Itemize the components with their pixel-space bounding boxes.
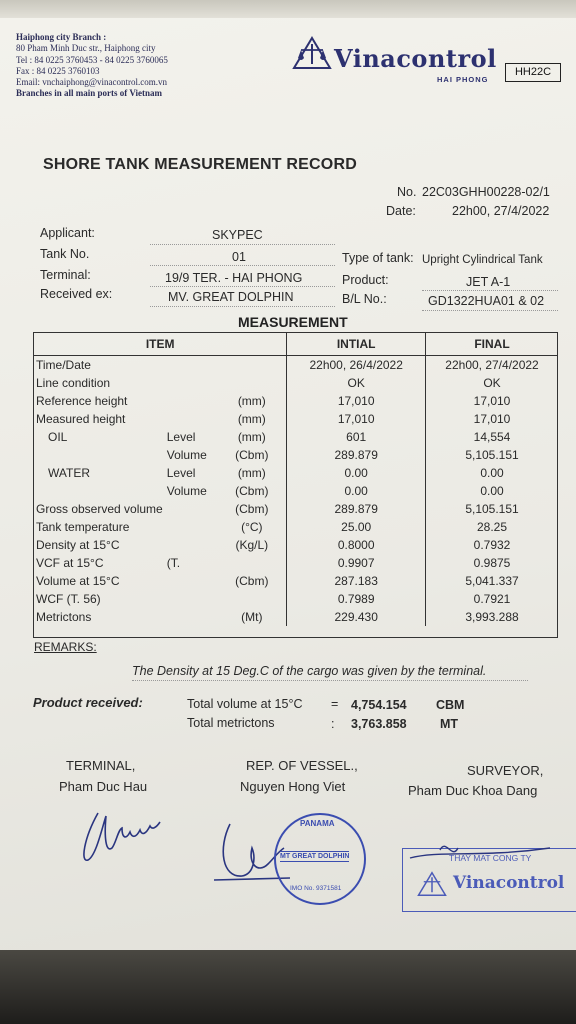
document-page [0, 18, 576, 956]
table-cell-subitem: Volume [166, 448, 207, 462]
table-cell-item: Volume at 15°C [36, 574, 120, 588]
table-cell-unit: (mm) [237, 466, 266, 480]
table-cell-initial: 25.00 [287, 518, 426, 536]
table-cell-subitem [165, 608, 218, 626]
table-cell-initial: 289.879 [287, 500, 426, 518]
total-volume-label: Total volume at 15°C [187, 697, 303, 711]
table-cell-final: 17,010 [426, 410, 558, 428]
total-mt-label: Total metrictons [187, 716, 275, 730]
table-cell-initial: 287.183 [287, 572, 426, 590]
vessel-stamp-top: PANAMA [300, 819, 335, 828]
table-cell-unit: (°C) [241, 520, 263, 534]
table-cell-final: 5,105.151 [426, 500, 558, 518]
branch-title: Haiphong city Branch : [16, 32, 107, 42]
table-cell-initial: 0.9907 [287, 554, 426, 572]
table-cell-item: Density at 15°C [36, 538, 120, 552]
total-mt-unit: MT [440, 717, 459, 731]
table-cell-subitem: (T. [166, 556, 181, 570]
branch-info [16, 32, 168, 100]
table-cell-subitem [165, 518, 218, 536]
table-cell-unit: (mm) [237, 430, 266, 444]
dotted-line [150, 286, 335, 287]
table-cell-subitem [165, 410, 218, 428]
table-cell-final: 5,041.337 [426, 572, 558, 590]
table-cell-initial: 17,010 [287, 410, 426, 428]
branch-network: Branches in all main ports of Vietnam [16, 88, 163, 99]
table-row [34, 446, 558, 464]
surveyor-role: SURVEYOR, [467, 763, 544, 778]
dotted-line [422, 310, 558, 311]
table-cell-subitem [165, 500, 218, 518]
doc-date-label: Date: [386, 204, 416, 218]
table-cell-item: Time/Date [36, 358, 91, 372]
table-cell-subitem: Level [166, 466, 196, 480]
table-cell-initial: 289.879 [287, 446, 426, 464]
surveyor-signer-name: Pham Duc Khoa Dang [408, 783, 538, 798]
table-cell-unit: (mm) [237, 412, 266, 426]
terminal-role: TERMINAL, [66, 758, 136, 773]
tank-label: Tank No. [40, 247, 90, 261]
table-cell-unit [217, 554, 287, 572]
terminal-signature [76, 808, 166, 873]
table-cell-item [34, 446, 165, 464]
table-cell-final: 0.00 [426, 464, 558, 482]
tank-type-value: Upright Cylindrical Tank [422, 254, 543, 266]
table-cell-item: OIL [48, 430, 68, 444]
company-logo-subtitle: HAI PHONG [437, 75, 489, 84]
surveyor-stamp-logo: Vinacontrol [453, 873, 565, 893]
terminal-value: 19/9 TER. - HAI PHONG [165, 271, 303, 285]
dotted-line [150, 306, 335, 307]
table-cell-initial: 0.00 [287, 482, 426, 500]
table-cell-initial: 229.430 [287, 608, 426, 626]
col-header-initial: INTIAL [287, 333, 426, 356]
table-cell-final: 17,010 [426, 392, 558, 410]
table-cell-unit: (Cbm) [235, 484, 269, 498]
dotted-line [150, 265, 335, 266]
table-row [34, 536, 558, 554]
table-row [34, 428, 558, 446]
table-cell-initial: OK [287, 374, 426, 392]
tank-type-label: Type of tank: [342, 251, 414, 265]
table-cell-unit [217, 374, 287, 392]
branch-email: Email: vnchaiphong@vinacontrol.com.vn [16, 77, 168, 88]
table-cell-unit: (Mt) [241, 610, 263, 624]
dotted-line [132, 680, 528, 681]
table-cell-item: Tank temperature [36, 520, 130, 534]
table-cell-subitem [165, 374, 218, 392]
document-title: SHORE TANK MEASUREMENT RECORD [43, 156, 357, 173]
remarks-label: REMARKS: [34, 640, 97, 654]
product-received-label: Product received: [33, 695, 143, 710]
table-cell-final: OK [426, 374, 558, 392]
table-cell-unit: (Cbm) [235, 502, 269, 516]
table-cell-final: 0.7921 [426, 590, 558, 608]
vessel-signer-name: Nguyen Hong Viet [240, 779, 346, 794]
table-row [34, 464, 558, 482]
total-volume-unit: CBM [436, 698, 465, 712]
remarks-text: The Density at 15 Deg.C of the cargo was given by the terminal. [132, 664, 487, 678]
total-mt-value: 3,763.858 [351, 717, 407, 731]
table-cell-subitem [165, 572, 218, 590]
table-cell-final: 14,554 [426, 428, 558, 446]
table-cell-final: 0.00 [426, 482, 558, 500]
table-cell-final: 3,993.288 [426, 608, 558, 626]
table-cell-final: 22h00, 27/4/2022 [426, 356, 558, 375]
surveyor-signature [400, 788, 560, 873]
bl-label: B/L No.: [342, 292, 387, 306]
table-cell-subitem: Volume [166, 484, 207, 498]
table-cell-initial: 0.7989 [287, 590, 426, 608]
table-row [34, 554, 558, 572]
product-value: JET A-1 [466, 275, 511, 289]
bl-value: GD1322HUA01 & 02 [428, 294, 545, 308]
table-cell-unit [217, 590, 287, 608]
background-floor [0, 950, 576, 1024]
table-cell-final: 28.25 [426, 518, 558, 536]
surveyor-stamp-top: THAY MAT CONG TY [449, 853, 532, 863]
received-label: Received ex: [40, 287, 113, 301]
doc-number-label: No. [397, 185, 417, 199]
table-cell-item: Reference height [36, 394, 128, 408]
table-cell-final: 5,105.151 [426, 446, 558, 464]
table-cell-subitem [165, 536, 218, 554]
table-row [34, 608, 558, 626]
terminal-signer-name: Pham Duc Hau [59, 779, 148, 794]
received-value: MV. GREAT DOLPHIN [168, 290, 294, 304]
table-cell-item: WCF (T. 56) [36, 592, 101, 606]
table-cell-initial: 601 [287, 428, 426, 446]
table-cell-initial: 22h00, 26/4/2022 [287, 356, 426, 375]
table-cell-initial: 0.00 [287, 464, 426, 482]
dotted-line [150, 244, 335, 245]
equals-sign: = [331, 697, 339, 711]
branch-tel: Tel : 84 0225 3760453 - 84 0225 3760065 [16, 54, 168, 65]
table-row [34, 374, 558, 392]
table-cell-initial: 0.8000 [287, 536, 426, 554]
table-row [34, 518, 558, 536]
table-cell-subitem [165, 356, 218, 375]
table-cell-unit: (Cbm) [235, 448, 269, 462]
table-cell-item: Gross observed volume [36, 502, 163, 516]
vessel-stamp-imo: IMO No. 9371581 [290, 885, 342, 892]
measurement-rows [34, 356, 558, 627]
branch-address: 80 Pham Minh Duc str., Haiphong city [16, 43, 156, 54]
scales-icon [292, 36, 332, 75]
table-row [34, 410, 558, 428]
col-header-item: ITEM [34, 333, 287, 356]
doc-number-value: 22C03GHH00228-02/1 [422, 185, 550, 199]
table-row [34, 500, 558, 518]
terminal-label: Terminal: [40, 268, 91, 282]
tank-value: 01 [232, 250, 246, 264]
company-logo-text: Vinacontrol [334, 44, 497, 73]
table-cell-subitem [165, 590, 218, 608]
table-cell-item: Metrictons [36, 610, 92, 624]
table-row [34, 572, 558, 590]
table-cell-item: VCF at 15°C [36, 556, 104, 570]
table-cell-unit: (Cbm) [235, 574, 269, 588]
table-row [34, 482, 558, 500]
document-code-box: HH22C [505, 63, 561, 82]
table-cell-item: WATER [48, 466, 90, 480]
table-cell-final: 0.7932 [426, 536, 558, 554]
applicant-value: SKYPEC [212, 228, 263, 242]
table-row [34, 590, 558, 608]
vessel-stamp [274, 813, 366, 905]
colon-sign: : [331, 717, 335, 731]
table-cell-subitem: Level [166, 430, 196, 444]
total-volume-value: 4,754.154 [351, 698, 407, 712]
table-cell-unit [217, 356, 287, 375]
table-cell-unit: (Kg/L) [235, 538, 269, 552]
table-cell-item: Line condition [36, 376, 111, 390]
table-row [34, 356, 558, 375]
table-cell-unit: (mm) [237, 394, 266, 408]
dotted-line [422, 290, 558, 291]
branch-fax: Fax : 84 0225 3760103 [16, 65, 100, 76]
table-cell-item [34, 482, 165, 500]
doc-date-value: 22h00, 27/4/2022 [452, 204, 550, 218]
table-cell-initial: 17,010 [287, 392, 426, 410]
applicant-label: Applicant: [40, 226, 95, 240]
product-label: Product: [342, 273, 389, 287]
measurement-table [34, 333, 558, 626]
measurement-heading: MEASUREMENT [238, 314, 348, 330]
vessel-stamp-name: MT GREAT DOLPHIN [280, 853, 350, 860]
vessel-role: REP. OF VESSEL., [246, 758, 358, 773]
table-cell-final: 0.9875 [426, 554, 558, 572]
table-cell-item: Measured height [36, 412, 126, 426]
col-header-final: FINAL [426, 333, 558, 356]
table-cell-subitem [165, 392, 218, 410]
scales-icon [417, 871, 447, 902]
table-row [34, 392, 558, 410]
